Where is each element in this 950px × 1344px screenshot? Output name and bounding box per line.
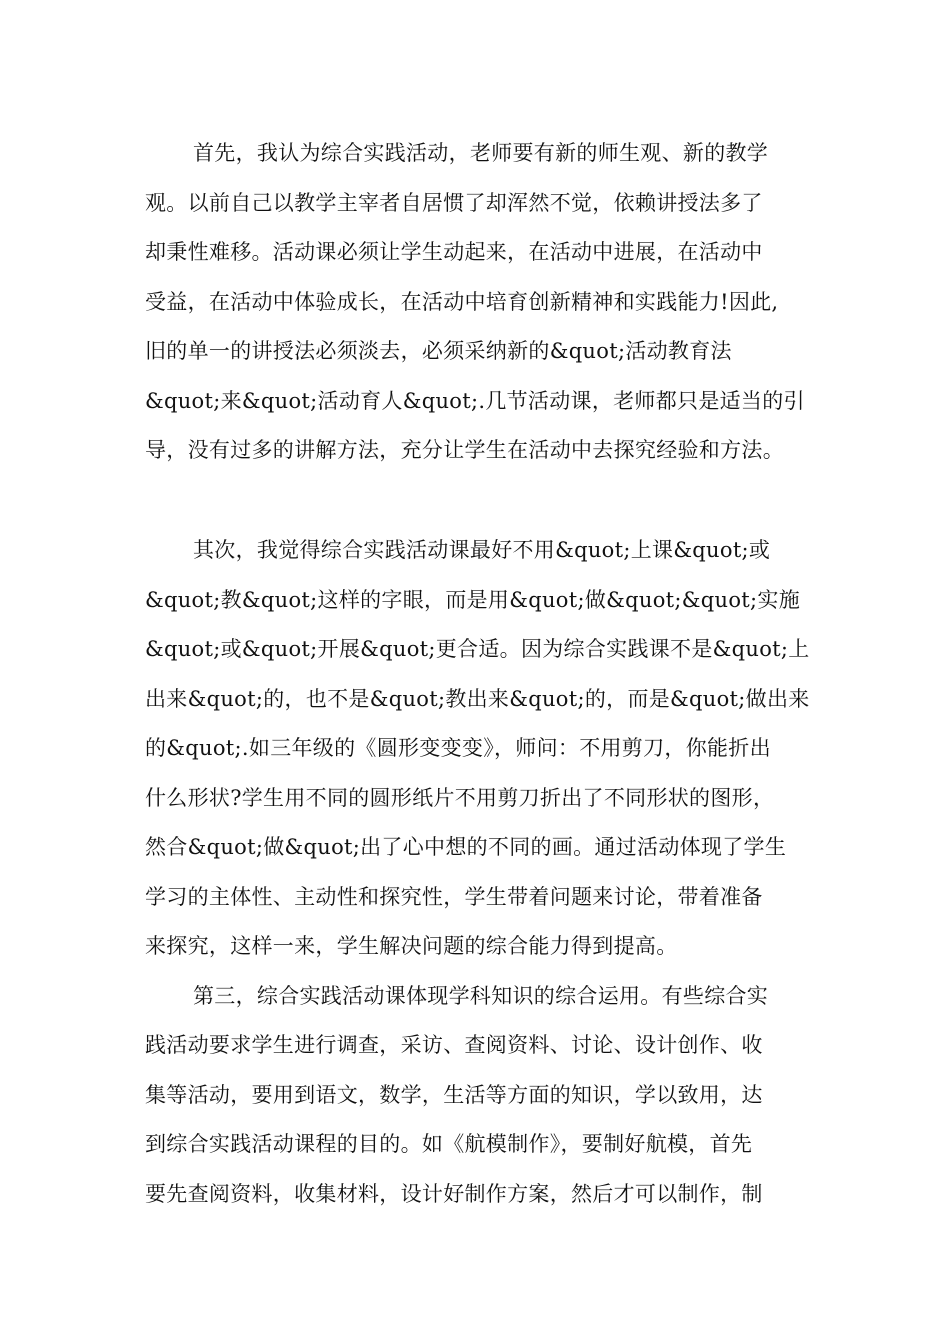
paragraph-line: 其次，我觉得综合实践活动课最好不用&quot;上课&quot;或 <box>193 538 771 562</box>
paragraph-line: &quot;或&quot;开展&quot;更合适。因为综合实践课不是&quot;上 <box>145 637 810 661</box>
paragraph-line: 学习的主体性、主动性和探究性，学生带着问题来讨论，带着准备 <box>145 885 763 909</box>
paragraph-line: 第三，综合实践活动课体现学科知识的综合运用。有些综合实 <box>193 984 769 1008</box>
paragraph-line: 受益，在活动中体验成长，在活动中培育创新精神和实践能力!因此, <box>145 290 779 314</box>
paragraph-line: 什么形状?学生用不同的圆形纸片不用剪刀折出了不同形状的图形， <box>145 786 775 810</box>
paragraph-line: 首先，我认为综合实践活动，老师要有新的师生观、新的教学 <box>193 141 769 165</box>
paragraph-line: 却秉性难移。活动课必须让学生动起来，在活动中进展，在活动中 <box>145 240 763 264</box>
paragraph-line: 来探究，这样一来，学生解决问题的综合能力得到提高。 <box>145 934 678 958</box>
paragraph-line: 集等活动，要用到语文，数学，生活等方面的知识，学以致用，达 <box>145 1083 763 1107</box>
paragraph-line: 旧的单一的讲授法必须淡去，必须采纳新的&quot;活动教育法 <box>145 339 732 363</box>
paragraph-line: 要先查阅资料，收集材料，设计好制作方案，然后才可以制作，制 <box>145 1182 763 1206</box>
paragraph-line: 然合&quot;做&quot;出了心中想的不同的画。通过活动体现了学生 <box>145 835 787 859</box>
paragraph-line: 观。以前自己以教学主宰者自居惯了却浑然不觉，依赖讲授法多了 <box>145 191 763 215</box>
paragraph-line: 出来&quot;的，也不是&quot;教出来&quot;的，而是&quot;做出来 <box>145 687 810 711</box>
paragraph-line: &quot;教&quot;这样的字眼，而是用&quot;做&quot;&quot;实施 <box>145 588 800 612</box>
paragraph-line: 到综合实践活动课程的目的。如《航模制作》，要制好航模，首先 <box>145 1132 753 1156</box>
paragraph-line: 的&quot;.如三年级的《圆形变变变》，师问：不用剪刀，你能折出 <box>145 736 771 760</box>
paragraph-line: 导，没有过多的讲解方法，充分让学生在活动中去探究经验和方法。 <box>145 438 784 462</box>
paragraph-line: 践活动要求学生进行调查，采访、查阅资料、讨论、设计创作、收 <box>145 1033 763 1057</box>
paragraph-line: &quot;来&quot;活动育人&quot;.几节活动课，老师都只是适当的引 <box>145 389 805 413</box>
